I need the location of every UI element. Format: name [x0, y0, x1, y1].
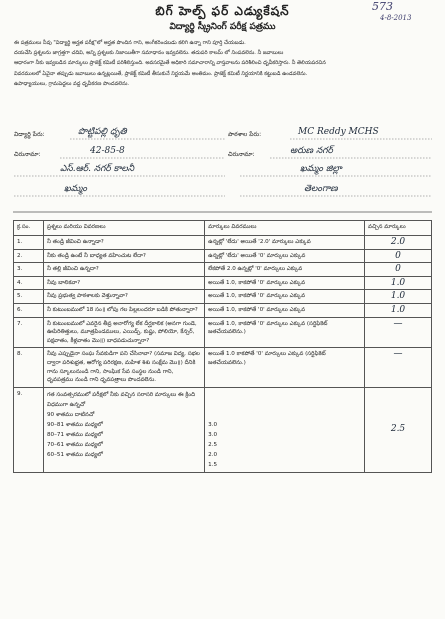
table-row — [14, 236, 432, 250]
student-name-value[interactable]: పొట్టిపల్లి ధృతి — [78, 127, 127, 137]
district-value[interactable]: ఖమ్మం జిల్లా — [300, 164, 342, 174]
address-value[interactable]: 42-85-8 — [90, 146, 125, 156]
band-points: 1.5 — [208, 461, 218, 468]
stamp-number: 573 — [372, 0, 393, 13]
band-spacer — [208, 390, 361, 420]
street-value[interactable]: ఎస్.ఆర్. నగర్ కాలనీ — [60, 164, 135, 174]
instruction-line: వివరములలో ఏవైనా తప్పుడు జవాబులు ఉన్నట్లయితే, ప్రాజెక్ట్ కమిటీ తీసుకునే నిర్ణయమే అంతిమం. ప్రాజెక్ట్ కమిటీ నిర్ణయానికి కట్టుబడి ఉండవలెను. — [14, 70, 308, 77]
instruction-line: ఈ పత్రములు నీవు "విద్యార్థి అర్హత పరీక్ష"లో అర్హత పొందిన గాని, అంగీకరించబడు కలిగి ఉన్నా గాని పూర్తి చేయబడు. — [14, 40, 246, 46]
row-mark-rule: అయితే 1.0, కాకపోతే '0' మార్కులు ఎక్కువ — [205, 276, 365, 290]
instruction-line: దయచేసి ప్రశ్నలను జాగ్రత్తగా చదివి, అన్ని ప్రశ్నలకు నిజాయితీగా సమాధానం ఇవ్వవలెను. తదుపరి కాలమ్ లో నింపవలెను. నీ జవాబులు — [14, 50, 284, 57]
row-question: నీ తండ్రి జీవించి ఉన్నాడా? — [43, 236, 204, 250]
row-mark-rule: అయితే 1.0, కాకపోతే '0' మార్కులు ఎక్కువ (సర్టిఫికెట్ జతచేయవలెను.) — [205, 317, 365, 348]
row-score[interactable]: 0 — [365, 249, 432, 263]
row-number: 9. — [14, 387, 44, 472]
page-title: బిగ్ హెల్ప్ ఫర్ ఎడ్యుకేషన్ — [155, 4, 290, 18]
band-points: 2.5 — [208, 441, 218, 448]
table-row — [14, 276, 432, 290]
school-name-value[interactable]: MC Reddy MCHS — [298, 127, 379, 137]
table-row — [14, 387, 432, 472]
band-label: 80–71 శాతము మధ్యలో — [46, 431, 103, 438]
student-name-label: విద్యార్థి పేరు: — [14, 131, 45, 138]
row-question: నీవు ఎప్పుడైనా సంఘ సేవకుడిగా పని చేసినావా? (సమాజ విద్య, సభల ద్వారా పరిశుభ్రత, ఆరోగ్య పరిరక్షణ, మహిళ శిశు సంక్షేమ మొ॥) దీనికి గాను స్కూలునుండి గాని, సాంఘిక సేవ సంస్థల నుండి గాని, ధృవపత్రము నుండి గాని ధృవపత్రాలు పొందవలెను. — [43, 348, 204, 387]
row-number: 7. — [14, 317, 44, 348]
row-number: 6. — [14, 303, 44, 317]
row-question — [43, 387, 204, 472]
row-question: నీ తల్లి జీవించి ఉన్నదా? — [43, 263, 204, 277]
table-row — [14, 317, 432, 348]
row-question: నీ కుటుంబములో ఎవరైన తీవ్ర అనారోగ్య లేక దీర్ఘకాలిక (అనగా గుండె, ఊపిరితిత్తులు, మూత్రపిండములు, ఎయిడ్స్, కుష్టు, పోలియో, కేన్సర్, పక్షవాతం, కీళ్లవాతం మొ॥) బాధపడుచున్నారా? — [43, 317, 204, 348]
row-number: 1. — [14, 236, 44, 250]
instruction-line: ఆధారంగా నీకు ఇవ్వబడిన మార్కులు ప్రాజెక్ట్ కమిటీ పరిశీలిస్తుంది. అవసరమైతే అధికారి సమాచారాన్ని వాస్తవాలను పరిశీలించి ధృవీకరిస్తారు. నీ తెలియపరచిన — [14, 60, 326, 67]
table-row — [14, 290, 432, 304]
row-number: 4. — [14, 276, 44, 290]
table-row — [14, 263, 432, 277]
header-marks-obtained: వచ్చిన మార్కులు — [365, 221, 432, 236]
row-score[interactable]: 0 — [365, 263, 432, 277]
row-score[interactable]: 1.0 — [365, 303, 432, 317]
row-question-text: గత సంవత్సరములో పరీక్షలో నీకు వచ్చిన సరాసరి మార్కులు ఈ క్రింది విధముగా ఉన్నచో — [46, 391, 196, 408]
place-label: చిరునామా: — [228, 151, 255, 158]
band-points: 3.0 — [208, 431, 218, 438]
row-question: నీవు బాలికవా? — [43, 276, 204, 290]
row-mark-rule: అయితే 1.0 కాకపోతే '0' మార్కులు ఎక్కువ (సర్టిఫికెట్ జతచేయవలెను.) — [205, 348, 365, 387]
row-question: నీవు ప్రభుత్వ పాఠశాలకు వెళ్తున్నావా? — [43, 290, 204, 304]
row-score[interactable]: 1.0 — [365, 276, 432, 290]
row-score[interactable]: 2.5 — [365, 387, 432, 472]
page-subtitle: విద్యార్థి స్క్రీనింగ్ పరీక్ష పత్రము — [169, 22, 276, 32]
header-questions: ప్రశ్నలు మరియు వివరణలు — [43, 221, 204, 236]
row-score[interactable]: 1.0 — [365, 290, 432, 304]
header-serial: క్ర.సం. — [14, 221, 44, 236]
row-number: 2. — [14, 249, 44, 263]
band-label: 90–81 శాతము మధ్యలో — [46, 421, 103, 428]
row-score[interactable]: 2.0 — [365, 236, 432, 250]
table-header-row — [14, 221, 432, 236]
table-row — [14, 348, 432, 387]
row-mark-rule: అయితే 1.0, కాకపోతే '0' మార్కులు ఎక్కువ — [205, 290, 365, 304]
row-mark-rule: లేకపోతే 2.0 ఉన్నట్లో '0' మార్కులు ఎక్కువ — [205, 263, 365, 277]
row-number: 8. — [14, 348, 44, 387]
band-label: 70–61 శాతము మధ్యలో — [46, 441, 103, 448]
row-score[interactable]: — — [365, 317, 432, 348]
band-points: 2.0 — [208, 451, 218, 458]
state-value[interactable]: తెలంగాణ — [304, 184, 338, 194]
row-mark-rule — [205, 387, 365, 472]
row-number: 5. — [14, 290, 44, 304]
table-row — [14, 303, 432, 317]
screening-table — [13, 220, 432, 473]
row-number: 3. — [14, 263, 44, 277]
header-mark-details: మార్కులు వివరములు — [205, 221, 365, 236]
band-label: 60–51 శాతము మధ్యలో — [46, 451, 103, 458]
row-question: నీ కుటుంబములో 18 సం॥ లోపు గల పిల్లలందరూ బడికి పోతున్నారా? — [43, 303, 204, 317]
address-label: చిరునామా: — [14, 151, 41, 158]
row-mark-rule: అయితే 1.0, కాకపోతే '0' మార్కులు ఎక్కువ — [205, 303, 365, 317]
stamp-date: 4-8-2013 — [380, 14, 412, 22]
row-mark-rule: ఉన్నట్లో 'లేదు' అయితే '0' మార్కులు ఎక్కువ — [205, 249, 365, 263]
band-points: 3.0 — [208, 421, 218, 428]
school-name-label: పాఠశాల పేరు: — [228, 131, 262, 138]
band-label: 90 శాతము దాటినచో — [46, 411, 95, 418]
instruction-line: ఉపాధ్యాయులు, గ్రామపెద్దలు వద్ద ధృవీకరణ పొందవలెను. — [14, 80, 130, 87]
table-row — [14, 249, 432, 263]
mandal-value[interactable]: ఖమ్మం — [64, 184, 87, 194]
row-mark-rule: ఉన్నట్లో 'లేదు' అయితే '2.0' మార్కులు ఎక్కువ — [205, 236, 365, 250]
row-question: నీకు తండ్రి ఉంటే నీ బాధ్యత వహించుట లేదా? — [43, 249, 204, 263]
row-score[interactable]: — — [365, 348, 432, 387]
place-value[interactable]: అరుణ నగర్ — [290, 146, 333, 156]
